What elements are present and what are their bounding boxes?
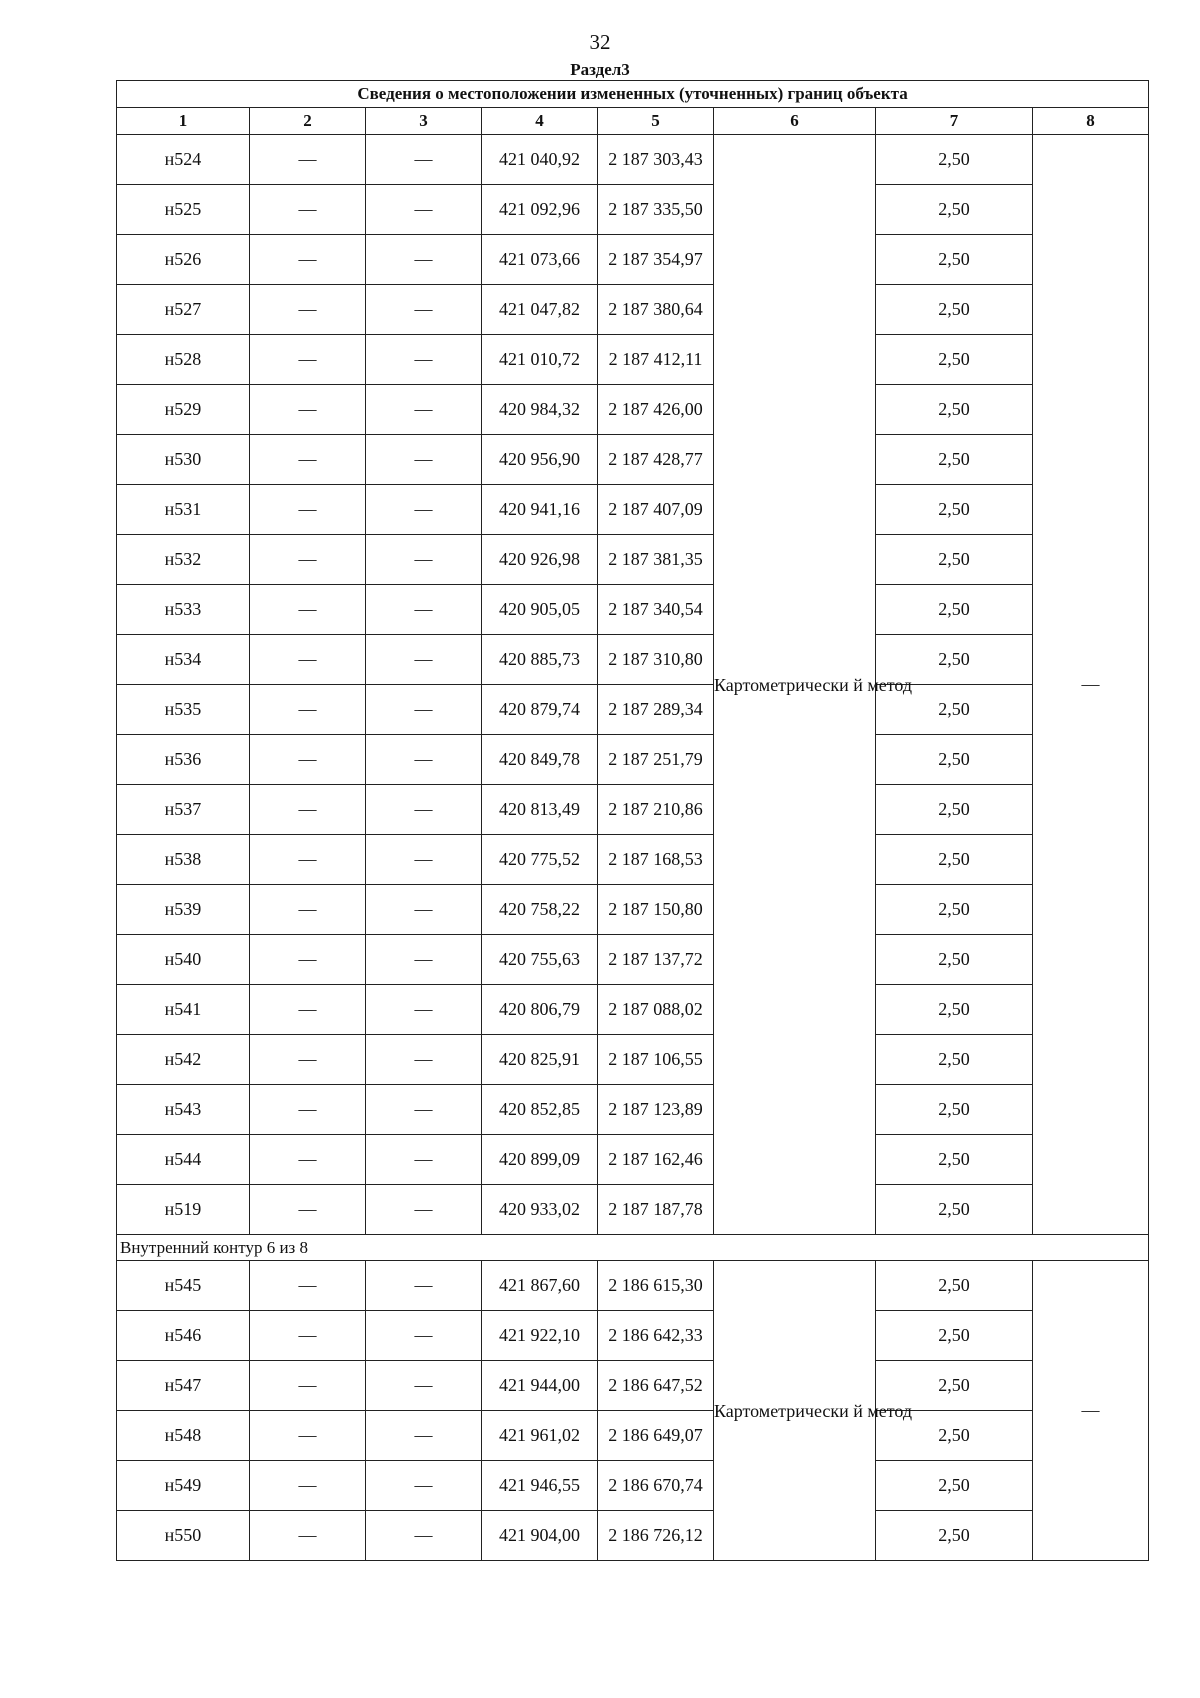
- coordinates-table: [116, 80, 1149, 1561]
- x-coordinate-cell: 421 961,02: [482, 1411, 598, 1461]
- point-name-cell: н530: [117, 435, 250, 485]
- table-row: [117, 435, 1149, 485]
- y-coordinate-cell: 2 186 647,52: [598, 1361, 714, 1411]
- col3-dash-cell: —: [366, 1035, 482, 1085]
- y-coordinate-cell: 2 186 642,33: [598, 1311, 714, 1361]
- table-row: [117, 1185, 1149, 1235]
- x-coordinate-cell: 420 984,32: [482, 385, 598, 435]
- y-coordinate-cell: 2 187 150,80: [598, 885, 714, 935]
- point-name-cell: н528: [117, 335, 250, 385]
- point-name-cell: н533: [117, 585, 250, 635]
- y-coordinate-cell: 2 187 289,34: [598, 685, 714, 735]
- column-number: 3: [366, 108, 482, 135]
- point-name-cell: н519: [117, 1185, 250, 1235]
- x-coordinate-cell: 420 806,79: [482, 985, 598, 1035]
- table-body: [117, 135, 1149, 1561]
- x-coordinate-cell: 421 047,82: [482, 285, 598, 335]
- accuracy-cell: 2,50: [876, 585, 1033, 635]
- col3-dash-cell: —: [366, 1185, 482, 1235]
- col2-dash-cell: —: [250, 985, 366, 1035]
- point-name-cell: н541: [117, 985, 250, 1035]
- table-row: [117, 1311, 1149, 1361]
- x-coordinate-cell: 420 885,73: [482, 635, 598, 685]
- contour-label: Внутренний контур 6 из 8: [117, 1235, 1149, 1261]
- col2-dash-cell: —: [250, 735, 366, 785]
- table-row: [117, 935, 1149, 985]
- col3-dash-cell: —: [366, 785, 482, 835]
- accuracy-cell: 2,50: [876, 335, 1033, 385]
- x-coordinate-cell: 420 933,02: [482, 1185, 598, 1235]
- contour-label-row: [117, 1235, 1149, 1261]
- point-name-cell: н531: [117, 485, 250, 535]
- col8-dash-cell: —: [1033, 1261, 1149, 1561]
- accuracy-cell: 2,50: [876, 485, 1033, 535]
- col2-dash-cell: —: [250, 435, 366, 485]
- accuracy-cell: 2,50: [876, 635, 1033, 685]
- page-number: 32: [589, 30, 611, 54]
- col2-dash-cell: —: [250, 835, 366, 885]
- accuracy-cell: 2,50: [876, 1511, 1033, 1561]
- x-coordinate-cell: 420 849,78: [482, 735, 598, 785]
- table-row: [117, 1411, 1149, 1461]
- accuracy-cell: 2,50: [876, 735, 1033, 785]
- col3-dash-cell: —: [366, 585, 482, 635]
- y-coordinate-cell: 2 186 670,74: [598, 1461, 714, 1511]
- method-cell: Картометрически й метод: [714, 1261, 876, 1561]
- col3-dash-cell: —: [366, 185, 482, 235]
- accuracy-cell: 2,50: [876, 1311, 1033, 1361]
- col2-dash-cell: —: [250, 1311, 366, 1361]
- col3-dash-cell: —: [366, 1311, 482, 1361]
- accuracy-cell: 2,50: [876, 885, 1033, 935]
- accuracy-cell: 2,50: [876, 385, 1033, 435]
- x-coordinate-cell: 421 010,72: [482, 335, 598, 385]
- accuracy-cell: 2,50: [876, 235, 1033, 285]
- y-coordinate-cell: 2 187 380,64: [598, 285, 714, 335]
- x-coordinate-cell: 420 758,22: [482, 885, 598, 935]
- point-name-cell: н539: [117, 885, 250, 935]
- col3-dash-cell: —: [366, 335, 482, 385]
- col3-dash-cell: —: [366, 935, 482, 985]
- accuracy-cell: 2,50: [876, 1261, 1033, 1311]
- x-coordinate-cell: 420 905,05: [482, 585, 598, 635]
- table-row: [117, 885, 1149, 935]
- y-coordinate-cell: 2 187 210,86: [598, 785, 714, 835]
- x-coordinate-cell: 420 941,16: [482, 485, 598, 535]
- col2-dash-cell: —: [250, 785, 366, 835]
- point-name-cell: н532: [117, 535, 250, 585]
- table-row: [117, 585, 1149, 635]
- col3-dash-cell: —: [366, 1085, 482, 1135]
- table-row: [117, 835, 1149, 885]
- x-coordinate-cell: 420 852,85: [482, 1085, 598, 1135]
- col2-dash-cell: —: [250, 485, 366, 535]
- y-coordinate-cell: 2 186 726,12: [598, 1511, 714, 1561]
- point-name-cell: н529: [117, 385, 250, 435]
- y-coordinate-cell: 2 187 426,00: [598, 385, 714, 435]
- point-name-cell: н540: [117, 935, 250, 985]
- col3-dash-cell: —: [366, 685, 482, 735]
- y-coordinate-cell: 2 187 412,11: [598, 335, 714, 385]
- col3-dash-cell: —: [366, 835, 482, 885]
- col2-dash-cell: —: [250, 935, 366, 985]
- table-row: [117, 235, 1149, 285]
- y-coordinate-cell: 2 187 123,89: [598, 1085, 714, 1135]
- table-row: [117, 535, 1149, 585]
- y-coordinate-cell: 2 187 428,77: [598, 435, 714, 485]
- column-number: 8: [1033, 108, 1149, 135]
- y-coordinate-cell: 2 187 106,55: [598, 1035, 714, 1085]
- col2-dash-cell: —: [250, 635, 366, 685]
- point-name-cell: н545: [117, 1261, 250, 1311]
- col2-dash-cell: —: [250, 885, 366, 935]
- accuracy-cell: 2,50: [876, 835, 1033, 885]
- column-number: 4: [482, 108, 598, 135]
- column-number: 1: [117, 108, 250, 135]
- accuracy-cell: 2,50: [876, 1085, 1033, 1135]
- point-name-cell: н538: [117, 835, 250, 885]
- accuracy-cell: 2,50: [876, 285, 1033, 335]
- point-name-cell: н526: [117, 235, 250, 285]
- point-name-cell: н549: [117, 1461, 250, 1511]
- point-name-cell: н537: [117, 785, 250, 835]
- point-name-cell: н524: [117, 135, 250, 185]
- table-row: [117, 1461, 1149, 1511]
- column-number: 5: [598, 108, 714, 135]
- accuracy-cell: 2,50: [876, 185, 1033, 235]
- col2-dash-cell: —: [250, 585, 366, 635]
- col3-dash-cell: —: [366, 1511, 482, 1561]
- y-coordinate-cell: 2 187 381,35: [598, 535, 714, 585]
- point-name-cell: н525: [117, 185, 250, 235]
- col2-dash-cell: —: [250, 1185, 366, 1235]
- col3-dash-cell: —: [366, 1135, 482, 1185]
- col3-dash-cell: —: [366, 1461, 482, 1511]
- x-coordinate-cell: 421 922,10: [482, 1311, 598, 1361]
- col3-dash-cell: —: [366, 485, 482, 535]
- accuracy-cell: 2,50: [876, 685, 1033, 735]
- x-coordinate-cell: 421 073,66: [482, 235, 598, 285]
- accuracy-cell: 2,50: [876, 1185, 1033, 1235]
- col2-dash-cell: —: [250, 385, 366, 435]
- accuracy-cell: 2,50: [876, 985, 1033, 1035]
- y-coordinate-cell: 2 187 168,53: [598, 835, 714, 885]
- y-coordinate-cell: 2 187 137,72: [598, 935, 714, 985]
- col2-dash-cell: —: [250, 1361, 366, 1411]
- accuracy-cell: 2,50: [876, 1135, 1033, 1185]
- table-row: [117, 785, 1149, 835]
- y-coordinate-cell: 2 187 340,54: [598, 585, 714, 635]
- accuracy-cell: 2,50: [876, 135, 1033, 185]
- point-name-cell: н534: [117, 635, 250, 685]
- x-coordinate-cell: 420 879,74: [482, 685, 598, 735]
- column-number-row: [117, 108, 1149, 135]
- y-coordinate-cell: 2 187 303,43: [598, 135, 714, 185]
- x-coordinate-cell: 421 092,96: [482, 185, 598, 235]
- y-coordinate-cell: 2 186 649,07: [598, 1411, 714, 1461]
- accuracy-cell: 2,50: [876, 785, 1033, 835]
- x-coordinate-cell: 420 813,49: [482, 785, 598, 835]
- col3-dash-cell: —: [366, 885, 482, 935]
- table-row: [117, 1261, 1149, 1311]
- table-row: [117, 335, 1149, 385]
- table-row: [117, 185, 1149, 235]
- y-coordinate-cell: 2 187 354,97: [598, 235, 714, 285]
- y-coordinate-cell: 2 187 251,79: [598, 735, 714, 785]
- col3-dash-cell: —: [366, 985, 482, 1035]
- table-row: [117, 1085, 1149, 1135]
- table-row: [117, 685, 1149, 735]
- table-title: Сведения о местоположении измененных (уточненных) границ объекта: [117, 81, 1149, 108]
- x-coordinate-cell: 420 956,90: [482, 435, 598, 485]
- table-row: [117, 635, 1149, 685]
- column-number: 2: [250, 108, 366, 135]
- table-row: [117, 485, 1149, 535]
- method-cell: Картометрически й метод: [714, 135, 876, 1235]
- col8-dash-cell: —: [1033, 135, 1149, 1235]
- accuracy-cell: 2,50: [876, 935, 1033, 985]
- col3-dash-cell: —: [366, 285, 482, 335]
- col3-dash-cell: —: [366, 1261, 482, 1311]
- y-coordinate-cell: 2 187 407,09: [598, 485, 714, 535]
- col2-dash-cell: —: [250, 1511, 366, 1561]
- point-name-cell: н544: [117, 1135, 250, 1185]
- point-name-cell: н536: [117, 735, 250, 785]
- col3-dash-cell: —: [366, 385, 482, 435]
- y-coordinate-cell: 2 187 162,46: [598, 1135, 714, 1185]
- table-row: [117, 1035, 1149, 1085]
- y-coordinate-cell: 2 187 088,02: [598, 985, 714, 1035]
- col2-dash-cell: —: [250, 1035, 366, 1085]
- table-row: [117, 1361, 1149, 1411]
- col2-dash-cell: —: [250, 1411, 366, 1461]
- point-name-cell: н543: [117, 1085, 250, 1135]
- col3-dash-cell: —: [366, 235, 482, 285]
- col2-dash-cell: —: [250, 235, 366, 285]
- col2-dash-cell: —: [250, 135, 366, 185]
- accuracy-cell: 2,50: [876, 535, 1033, 585]
- x-coordinate-cell: 420 775,52: [482, 835, 598, 885]
- point-name-cell: н546: [117, 1311, 250, 1361]
- accuracy-cell: 2,50: [876, 1461, 1033, 1511]
- col2-dash-cell: —: [250, 335, 366, 385]
- col2-dash-cell: —: [250, 1261, 366, 1311]
- y-coordinate-cell: 2 187 310,80: [598, 635, 714, 685]
- col2-dash-cell: —: [250, 685, 366, 735]
- table-title-row: [117, 81, 1149, 108]
- x-coordinate-cell: 420 755,63: [482, 935, 598, 985]
- col2-dash-cell: —: [250, 285, 366, 335]
- y-coordinate-cell: 2 186 615,30: [598, 1261, 714, 1311]
- table-row: [117, 1511, 1149, 1561]
- column-number: 7: [876, 108, 1033, 135]
- x-coordinate-cell: 420 926,98: [482, 535, 598, 585]
- accuracy-cell: 2,50: [876, 1035, 1033, 1085]
- col3-dash-cell: —: [366, 1361, 482, 1411]
- point-name-cell: н535: [117, 685, 250, 735]
- x-coordinate-cell: 421 946,55: [482, 1461, 598, 1511]
- col2-dash-cell: —: [250, 1135, 366, 1185]
- col2-dash-cell: —: [250, 1461, 366, 1511]
- point-name-cell: н550: [117, 1511, 250, 1561]
- col3-dash-cell: —: [366, 535, 482, 585]
- col3-dash-cell: —: [366, 735, 482, 785]
- y-coordinate-cell: 2 187 187,78: [598, 1185, 714, 1235]
- accuracy-cell: 2,50: [876, 1411, 1033, 1461]
- table-row: [117, 385, 1149, 435]
- point-name-cell: н548: [117, 1411, 250, 1461]
- col2-dash-cell: —: [250, 185, 366, 235]
- point-name-cell: н547: [117, 1361, 250, 1411]
- col3-dash-cell: —: [366, 135, 482, 185]
- table-row: [117, 1135, 1149, 1185]
- y-coordinate-cell: 2 187 335,50: [598, 185, 714, 235]
- table-row: [117, 285, 1149, 335]
- col3-dash-cell: —: [366, 1411, 482, 1461]
- x-coordinate-cell: 420 899,09: [482, 1135, 598, 1185]
- col2-dash-cell: —: [250, 535, 366, 585]
- x-coordinate-cell: 421 867,60: [482, 1261, 598, 1311]
- x-coordinate-cell: 421 944,00: [482, 1361, 598, 1411]
- col2-dash-cell: —: [250, 1085, 366, 1135]
- x-coordinate-cell: 420 825,91: [482, 1035, 598, 1085]
- table-row: [117, 735, 1149, 785]
- section-label: Раздел3: [570, 60, 630, 79]
- accuracy-cell: 2,50: [876, 435, 1033, 485]
- x-coordinate-cell: 421 904,00: [482, 1511, 598, 1561]
- col3-dash-cell: —: [366, 635, 482, 685]
- table-row: [117, 135, 1149, 185]
- col3-dash-cell: —: [366, 435, 482, 485]
- table-row: [117, 985, 1149, 1035]
- accuracy-cell: 2,50: [876, 1361, 1033, 1411]
- point-name-cell: н527: [117, 285, 250, 335]
- point-name-cell: н542: [117, 1035, 250, 1085]
- column-number: 6: [714, 108, 876, 135]
- x-coordinate-cell: 421 040,92: [482, 135, 598, 185]
